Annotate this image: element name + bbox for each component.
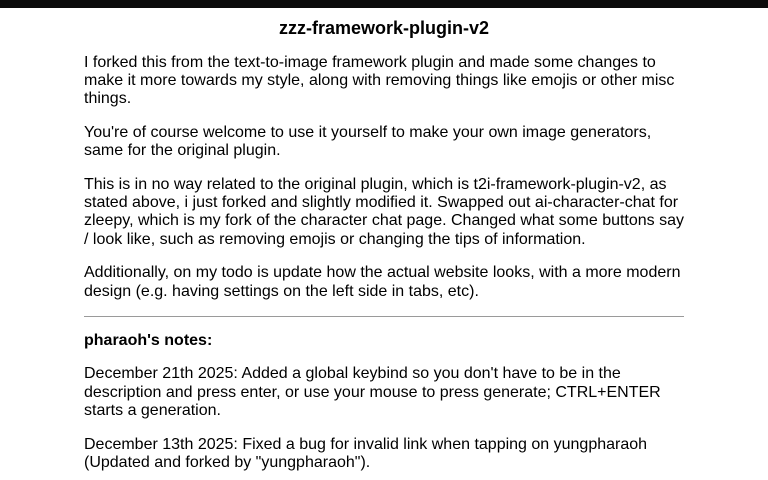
notes-heading: pharaoh's notes: — [84, 331, 213, 349]
page-title: zzz-framework-plugin-v2 — [278, 18, 490, 38]
plugin-description-page — [84, 18, 684, 472]
note-dec-13: December 13th 2025: Fixed a bug for invalid link when tapping on yungpharaoh (Updated and forked by "yungpharaoh"). — [84, 435, 648, 471]
note-dec-21: December 21th 2025: Added a global keybind so you don't have to be in the description and press enter, or use your mouse to press generate; CTRL+ENTER starts a generation. — [84, 365, 661, 420]
paragraph-todo: Additionally, on my todo is update how the actual website looks, with a more modern design (e.g. having settings on the left side in tabs, etc). — [84, 264, 681, 300]
paragraph-welcome: You're of course welcome to use it yourself to make your own image generators, same for the original plugin. — [84, 123, 652, 160]
paragraph-relation: This is in no way related to the original plugin, which is t2i-framework-plugin-v2, as stated above, i just forked and slightly modified it. Swapped out ai-character-chat for zleepy, which is my fork of the character chat page. Changed what some buttons say / look like, such as removing emojis or changing the tips of information. — [84, 175, 685, 248]
top-bar — [0, 0, 768, 8]
divider — [84, 316, 684, 317]
paragraph-intro: I forked this from the text-to-image framework plugin and made some changes to make it more towards my style, along with removing things like emojis or other misc things. — [84, 53, 675, 108]
